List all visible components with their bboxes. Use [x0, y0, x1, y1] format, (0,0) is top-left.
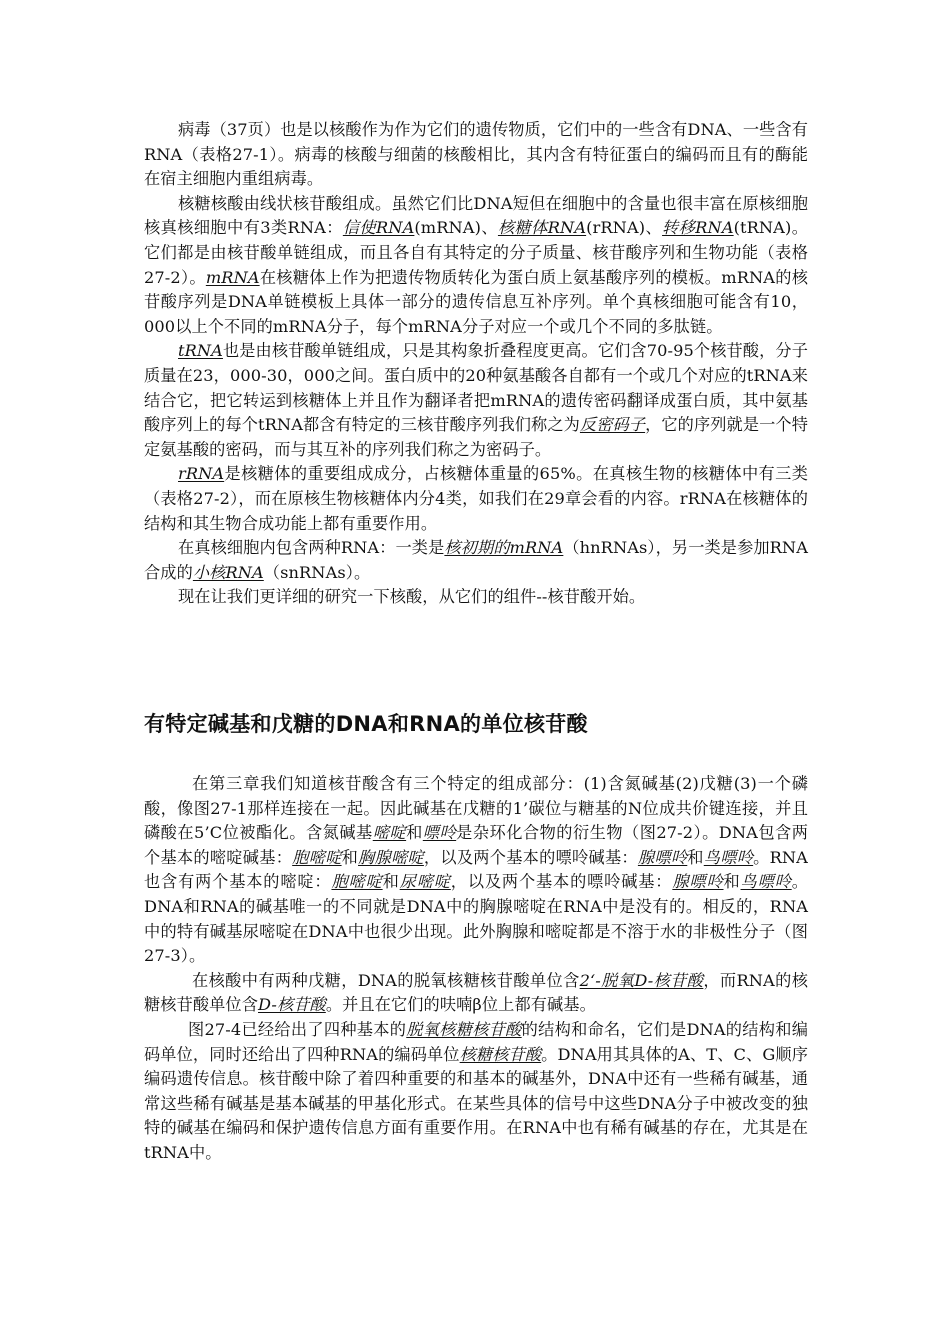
- term-rna: RNA: [547, 218, 587, 238]
- section-heading: 有特定碱基和戊糖的DNA和RNA的单位核苷酸: [144, 712, 588, 736]
- text: 图27-4已经给出了四种基本的: [188, 1019, 407, 1039]
- paragraph-transition: 现在让我们更详细的研究一下核酸，从它们的组件--核苷酸开始。: [178, 587, 646, 607]
- text: 和: [406, 823, 423, 843]
- paragraph-nucleotide-components: [144, 772, 808, 969]
- text: (tRNA)。它们都是由核苷酸单链组成，而且各自有其特定的分子质量、核苷酸序列和生物功能（表格27-2）。: [144, 218, 808, 287]
- term-ribosome: 核糖体: [497, 218, 548, 238]
- text: 核糖核酸由线状核苷酸组成。虽然它们比DNA短但在细胞中的含量也很丰富在原核细胞核真核细胞中有3类RNA：: [144, 193, 808, 238]
- term-cytosine: 胞嘧啶: [331, 872, 383, 892]
- text: （snRNAs）。: [263, 562, 371, 582]
- text: 。RNA也含有两个基本的嘧啶：: [144, 847, 808, 892]
- term-rna: RNA: [225, 562, 264, 582]
- term-heterogeneous-nuclear: 核初期的: [444, 538, 510, 558]
- term-d-nucleotide: D-核苷酸: [634, 970, 704, 990]
- text: 在核糖体上作为把遗传物质转化为蛋白质上氨基酸序列的模板。mRNA的核苷酸序列是DNA单链模板上具体一部分的遗传信息互补序列。单个真核细胞可能含有10，000以上个不同的mRNA分子，每个mRNA分子对应一个或几个不同的多肽链。: [144, 267, 808, 336]
- term-guanine: 鸟嘌呤: [703, 847, 754, 867]
- paragraph-hnrna: [144, 536, 808, 585]
- text: 是核糖体的重要组成成分，占核糖体重量的65%。在真核生物的核糖体中有三类（表格27-2），而在原核生物核糖体内分4类，如我们在29章会看的内容。rRNA在核糖体的结构和其生物合成功能上都有重要作用。: [144, 464, 808, 533]
- text: ，它的序列就是一个特定氨基酸的密码，而与其互补的序列我们称之为密码子。: [144, 415, 808, 459]
- text: 在第三章我们知道核苷酸含有三个特定的组成部分：(1)含氮碱基(2)戊糖(3)一个磷酸，像图27-1那样连接在一起。因此碱基在戊糖的1’碳位与糖基的N位成共价键连接，并且磷酸在5’C位被酯化。含氮碱基: [144, 774, 808, 843]
- section-nucleotides: [144, 772, 808, 1166]
- text: 和: [723, 872, 741, 892]
- term-mrna: mRNA: [509, 538, 564, 558]
- paragraph-virus: 病毒（37页）也是以核酸作为作为它们的遗传物质，它们中的一些含有DNA、一些含有RNA（表格27-1）。病毒的核酸与细菌的核酸相比，其内含有特征蛋白的编码而且有的酶能在宿主细胞内重组病毒。: [144, 120, 808, 189]
- term-guanine: 鸟嘌呤: [740, 872, 792, 892]
- text: 和: [382, 872, 400, 892]
- paragraph-trna: [144, 339, 808, 462]
- text: ，而RNA的核糖核苷酸单位含: [144, 970, 809, 1015]
- term-transfer: 转移: [662, 218, 696, 238]
- term-mrna: mRNA: [205, 267, 260, 287]
- text: （hnRNAs），另一类是参加RNA合成的: [144, 538, 808, 582]
- term-pyrimidine: 嘧啶: [372, 823, 407, 843]
- term-rrna: rRNA: [178, 464, 225, 484]
- paragraph-rrna: [144, 462, 808, 536]
- text: 在核酸中有两种戊糖，DNA的脱氧核糖核苷酸单位含: [192, 970, 580, 990]
- term-adenine: 腺嘌呤: [637, 847, 688, 867]
- text: 。并且在它们的呋喃β位上都有碱基。: [325, 995, 596, 1015]
- section-rna-types: [144, 118, 808, 610]
- text: 是杂环化合物的衍生物（图27-2）。DNA包含两个基本的嘧啶碱基：: [144, 823, 808, 867]
- section-heading-block: [144, 710, 808, 738]
- paragraph-pentoses: [144, 969, 808, 1018]
- text: 的结构和命名，它们是DNA的结构和编码单位，同时还给出了四种RNA的编码单位: [144, 1019, 808, 1064]
- term-anticodon: 反密码子: [579, 415, 646, 435]
- term-messenger: 信使: [342, 218, 377, 238]
- term-trna: tRNA: [178, 341, 223, 361]
- text: ，以及两个基本的嘌呤碱基：: [423, 847, 638, 867]
- text: 和: [687, 847, 704, 867]
- text: 。DNA和RNA的碱基唯一的不同就是DNA中的胸腺嘧啶在RNA中是没有的。相反的，RNA中的特有碱基尿嘧啶在DNA中也很少出现。此外胸腺和嘧啶都是不溶于水的非极性分子（图27-3）。: [144, 872, 808, 966]
- paragraph-rna-classes: [144, 192, 808, 340]
- paragraph-deoxyribonucleotides: [144, 1018, 808, 1166]
- term-purine: 嘌呤: [422, 823, 457, 843]
- term-adenine: 腺嘌呤: [672, 872, 724, 892]
- term-ribonucleotide: 核糖核苷酸: [459, 1044, 542, 1064]
- text: (rRNA)、: [586, 218, 663, 238]
- text: 在真核细胞内包含两种RNA：一类是: [178, 538, 445, 558]
- text: 也是由核苷酸单链组成，只是其构象折叠程度更高。它们含70-95个核苷酸，分子质量在23，000-30，000之间。蛋白质中的20种氨基酸各自都有一个或几个对应的tRNA来结合它，把它转运到核糖体上并且作为翻译者把mRNA的遗传密码翻译成蛋白质，其中氨基酸序列上的每个tRNA都含有特定的三核苷酸序列我们称之为: [144, 341, 808, 435]
- text: 和: [341, 847, 359, 867]
- term-rna: RNA: [376, 218, 415, 238]
- term-thymine: 胸腺嘧啶: [358, 847, 424, 867]
- term-uracil: 尿嘧啶: [399, 872, 451, 892]
- term-rna: RNA: [695, 218, 734, 238]
- term-d-nucleotide: D-核苷酸: [258, 995, 326, 1015]
- term-cytosine: 胞嘧啶: [292, 847, 342, 867]
- text: ，以及两个基本的嘌呤碱基：: [450, 872, 673, 892]
- term-deoxy: 2‘-脱氧: [579, 970, 635, 990]
- term-deoxyribonucleotide: 脱氧核糖核苷酸: [406, 1019, 522, 1039]
- term-small-nuclear: 小核: [192, 562, 226, 582]
- text: (mRNA)、: [414, 218, 498, 238]
- text: 。DNA用其具体的A、T、C、G顺序编码遗传信息。核苷酸中除了着四种重要的和基本的碱基外，DNA中还有一些稀有碱基，通常这些稀有碱基是基本碱基的甲基化形式。在某些具体的信号中这些DNA分子中被改变的独特的碱基在编码和保护遗传信息方面有重要作用。在RNA中也有稀有碱基的存在，尤其是在tRNA中。: [144, 1044, 808, 1162]
